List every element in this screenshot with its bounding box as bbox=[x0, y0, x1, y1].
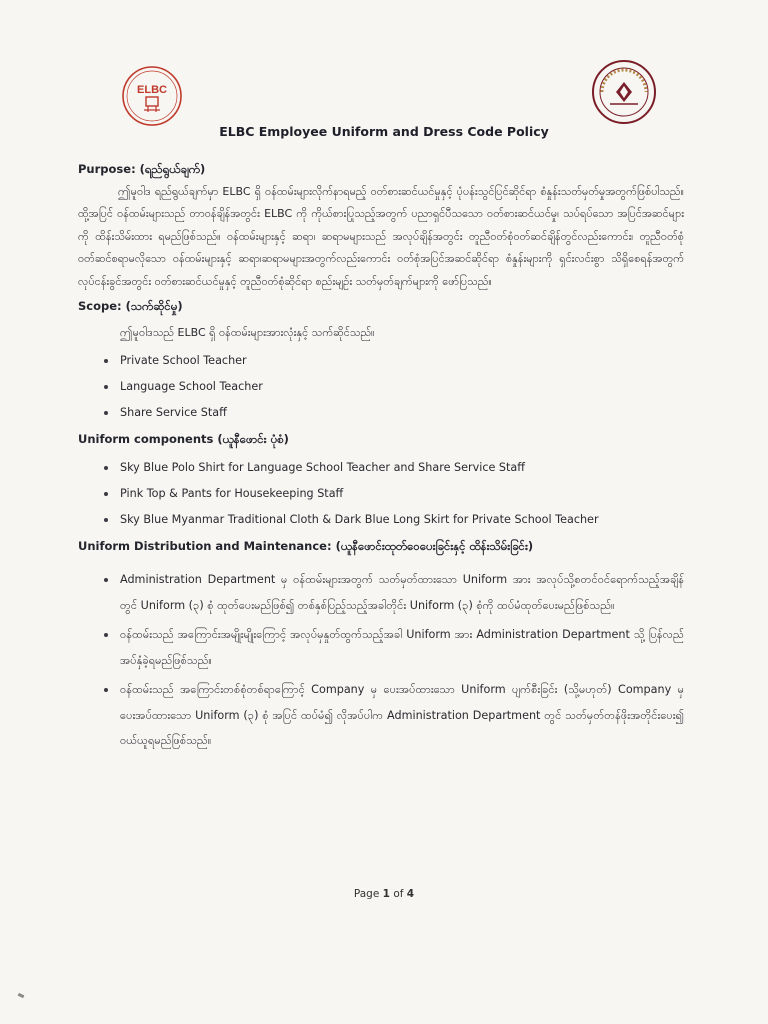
document-title: ELBC Employee Uniform and Dress Code Policy bbox=[219, 124, 549, 139]
components-list bbox=[78, 455, 684, 533]
scope-intro: ဤမူဝါဒသည် ELBC ရှိ ဝန်ထမ်းများအားလုံးနှင့် သက်ဆိုင်သည်။ bbox=[120, 325, 375, 339]
list-item: Sky Blue Polo Shirt for Language School Teacher and Share Service Staff bbox=[78, 455, 684, 481]
scope-heading: Scope: (သက်ဆိုင်မှု) bbox=[78, 299, 183, 313]
list-item: Private School Teacher bbox=[78, 348, 684, 374]
list-item: Share Service Staff bbox=[78, 400, 684, 426]
page-current: 1 bbox=[382, 888, 390, 900]
list-item: Administration Department မှ ဝန်ထမ်းများအတွက် သတ်မှတ်ထားသော Uniform အား အလုပ်သို့စတင်ဝင်ရောက်သည့်အချိန်တွင် Uniform (၃) စုံ ထုတ်ပေးမည်ဖြစ်၍ တစ်နှစ်ပြည့်သည့်အခါတိုင်း Uniform (၃) စုံကို ထပ်မံထုတ်ပေးမည်ဖြစ်သည်။ bbox=[78, 567, 684, 618]
scope-list bbox=[78, 348, 684, 426]
list-item: Language School Teacher bbox=[78, 374, 684, 400]
page-number bbox=[0, 888, 768, 900]
components-heading: Uniform components (ယူနီဖောင်း ပုံစံ) bbox=[78, 432, 289, 446]
purpose-heading: Purpose: (ရည်ရွယ်ချက်) bbox=[78, 162, 206, 176]
list-item: Sky Blue Myanmar Traditional Cloth & Dark Blue Long Skirt for Private School Teacher bbox=[78, 507, 684, 533]
scan-speck bbox=[18, 993, 25, 998]
distribution-heading: Uniform Distribution and Maintenance: (ယူနီဖောင်းထုတ်ဝေပေးခြင်းနှင့် ထိန်းသိမ်းခြင်း) bbox=[78, 538, 534, 553]
purpose-paragraph: ဤမူဝါဒ ရည်ရွယ်ချက်မှာ ELBC ရှိ ဝန်ထမ်းများလိုက်နာရမည့် ဝတ်စားဆင်ယင်မှုနှင့် ပုံပန်းသွင်ပြင်ဆိုင်ရာ စံနှုန်းသတ်မှတ်မှုအတွက်ဖြစ်ပါသည်။ ထို့အပြင် ဝန်ထမ်းများသည် တာဝန်ချိန်အတွင်း ELBC ကို ကိုယ်စားပြုသည့်အတွက် ပညာရှင်ပီသသော ဝတ်စားဆင်ယင်မှု၊ သပ်ရပ်သော အပြင်အဆင်များကို ထိန်းသိမ်းထား ရမည်ဖြစ်သည်။ ဝန်ထမ်းများနှင့် ဆရာ၊ ဆရာမများသည် အလုပ်ချိန်အတွင်း တူညီဝတ်စုံဝတ်ဆင်ချိန်တွင်လည်းကောင်း၊ တူညီဝတ်စုံဝတ်ဆင်စရာမလိုသော ဝန်ထမ်းများနှင့် ဆရာ၊ဆရာမများအတွက်လည်းကောင်း ဝတ်စုံအပြင်အဆင်ဆိုင်ရာ စံနှုန်းများကို ရှင်းလင်းစွာ သိရှိစေရန်အတွက် လုပ်ငန်းခွင်အတွင်း ဝတ်စားဆင်ယင်မှုနှင့် တူညီဝတ်စုံဆိုင်ရာ စည်းမျဉ်း သတ်မှတ်ချက်များကို ဖော်ပြသည်။ bbox=[78, 184, 684, 288]
logo-text: ELBC bbox=[137, 84, 167, 96]
document-body bbox=[78, 158, 684, 758]
page-total: 4 bbox=[406, 888, 415, 900]
of-label: of bbox=[393, 888, 404, 900]
elbc-seal-logo-icon bbox=[120, 64, 184, 128]
list-item: ဝန်ထမ်းသည် အကြောင်းတစ်စုံတစ်ရာကြောင့် Company မှ ပေးအပ်ထားသော Uniform ပျက်စီးခြင်း (သို့မဟုတ်) Company မှပေးအပ်ထားသော Uniform (၃) စုံ အပြင် ထပ်မံ၍ လိုအပ်ပါက Administration Department တွင် သတ်မှတ်တန်ဖိုးအတိုင်းပေး၍ ဝယ်ယူရမည်ဖြစ်သည်။ bbox=[78, 677, 684, 754]
list-item: Pink Top & Pants for Housekeeping Staff bbox=[78, 481, 684, 507]
page-label: Page bbox=[353, 888, 380, 900]
list-item: ဝန်ထမ်းသည် အကြောင်းအမျိုးမျိုးကြောင့် အလုပ်မှနှုတ်ထွက်သည့်အခါ Uniform အား Administration Department သို့ ပြန်လည်အပ်နှံခဲ့ရမည်ဖြစ်သည်။ bbox=[78, 622, 684, 673]
distribution-list bbox=[78, 567, 684, 754]
circular-emblem-logo-icon bbox=[590, 58, 658, 126]
